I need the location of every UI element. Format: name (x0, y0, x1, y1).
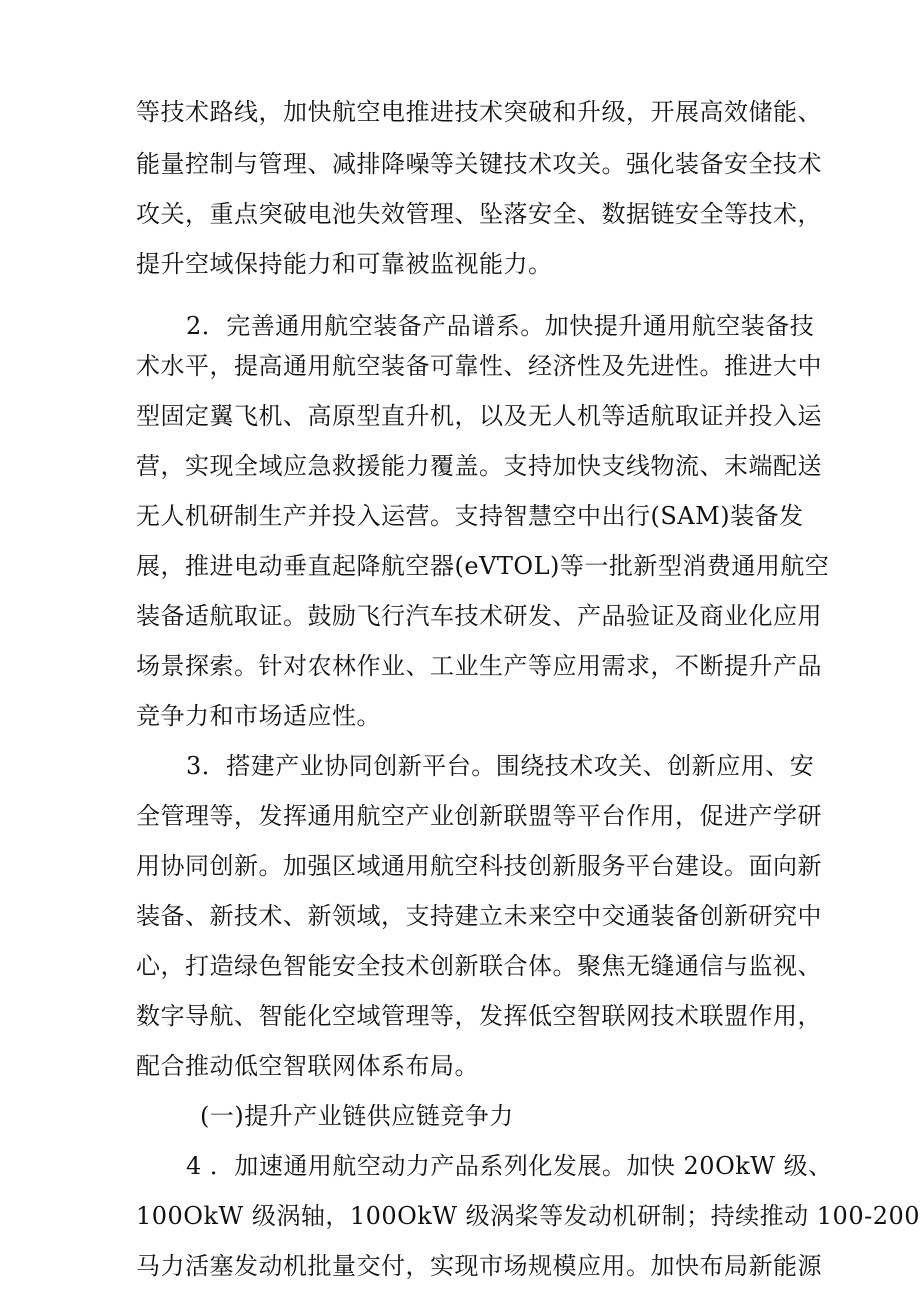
text-line: 提升空域保持能力和可靠被监视能力。 (136, 250, 553, 278)
text-line: 装备适航取证。鼓励飞行汽车技术研发、产品验证及商业化应用 (136, 602, 822, 630)
text-line: 场景探索。针对农林作业、工业生产等应用需求，不断提升产品 (136, 652, 822, 680)
text-line: 3．搭建产业协同创新平台。围绕技术攻关、创新应用、安 (186, 752, 815, 780)
text-line: 展，推进电动垂直起降航空器(eVTOL)等一批新型消费通用航空 (136, 552, 830, 580)
text-line: 2．完善通用航空装备产品谱系。加快提升通用航空装备技 (186, 312, 815, 340)
text-line: 用协同创新。加强区域通用航空科技创新服务平台建设。面向新 (136, 852, 822, 880)
text-line: 无人机研制生产并投入运营。支持智慧空中出行(SAM)装备发 (136, 502, 804, 530)
text-line: 营，实现全域应急救援能力覆盖。支持加快支线物流、末端配送 (136, 452, 822, 480)
text-line: 攻关，重点突破电池失效管理、坠落安全、数据链安全等技术， (136, 200, 822, 228)
text-line: 配合推动低空智联网体系布局。 (136, 1052, 479, 1080)
text-line: 装备、新技术、新领域，支持建立未来空中交通装备创新研究中 (136, 902, 822, 930)
text-line: 等技术路线，加快航空电推进技术突破和升级，开展高效储能、 (136, 98, 822, 126)
text-line: 型固定翼飞机、高原型直升机，以及无人机等适航取证并投入运 (136, 402, 822, 430)
text-line: 心，打造绿色智能安全技术创新联合体。聚焦无缝通信与监视、 (136, 952, 822, 980)
text-line: 马力活塞发动机批量交付，实现市场规模应用。加快布局新能源 (136, 1252, 822, 1280)
text-line: 术水平，提高通用航空装备可靠性、经济性及先进性。推进大中 (136, 352, 822, 380)
text-line: 100OkW 级涡轴，100OkW 级涡桨等发动机研制；持续推动 100-200 (136, 1202, 920, 1230)
heading-text: (一)提升产业链供应链竞争力 (200, 1102, 514, 1130)
text-line: 数字导航、智能化空域管理等，发挥低空智联网技术联盟作用， (136, 1002, 822, 1030)
text-line: 竞争力和市场适应性。 (136, 702, 381, 730)
text-line: 能量控制与管理、减排降噪等关键技术攻关。强化装备安全技术 (136, 150, 822, 178)
text-line: 全管理等，发挥通用航空产业创新联盟等平台作用，促进产学研 (136, 802, 822, 830)
text-line: 4 ．加速通用航空动力产品系列化发展。加快 20OkW 级、 (186, 1152, 833, 1180)
